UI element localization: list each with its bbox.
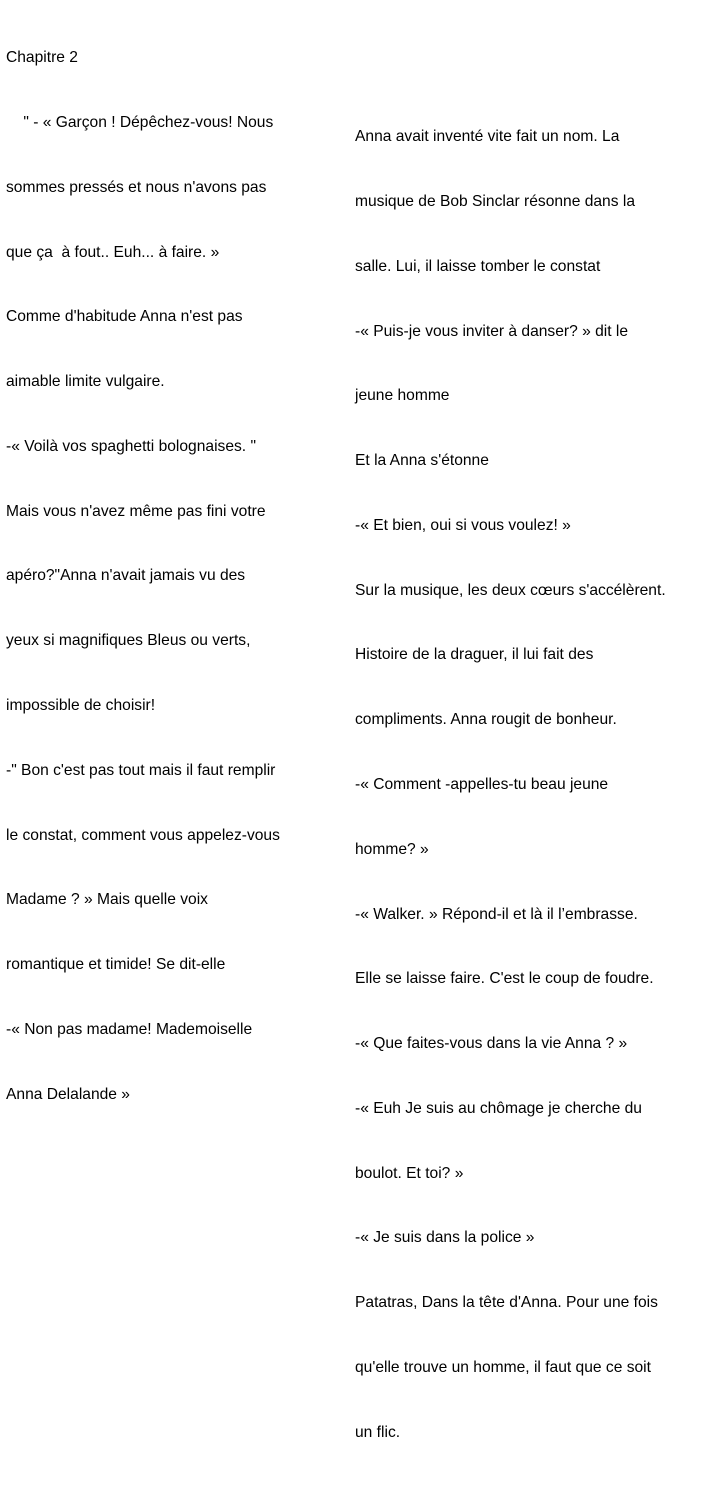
text-line: Mais vous n'avez même pas fini votre xyxy=(6,502,266,520)
text-line: salle. Lui, il laisse tomber le constat xyxy=(355,257,601,275)
text-line: apéro?"Anna n'avait jamais vu des xyxy=(6,567,246,585)
text-line: que ça à fout.. Euh... à faire. » xyxy=(6,243,220,261)
text-line: qu'elle trouve un homme, il faut que ce soit xyxy=(355,1359,651,1377)
text-line: Elle se laisse faire. C'est le coup de foudre. xyxy=(355,970,654,988)
text-line: Anna Delalande » xyxy=(6,1085,130,1103)
text-line: -« Voilà vos spaghetti bolognaises. " xyxy=(6,437,256,455)
text-line: musique de Bob Sinclar résonne dans la xyxy=(355,192,635,210)
text-line: -« Et bien, oui si vous voulez! » xyxy=(355,516,571,534)
text-line: -« Walker. » Répond-il et là il l’embrasse. xyxy=(355,905,638,923)
text-line: le constat, comment vous appelez-vous xyxy=(6,826,280,844)
text-line: -« Que faites-vous dans la vie Anna ? » xyxy=(355,1035,628,1053)
text-line: Histoire de la draguer, il lui fait des xyxy=(355,646,594,664)
chapter-title: Chapitre 2 xyxy=(6,49,78,67)
text-line: Sur la musique, les deux cœurs s'accélèrent. xyxy=(355,581,666,599)
text-line: -« Non pas madame! Mademoiselle xyxy=(6,1020,253,1038)
text-line: homme? » xyxy=(355,840,429,858)
left-text-column xyxy=(6,4,336,1148)
text-line: -« Puis-je vous inviter à danser? » dit le xyxy=(355,322,629,340)
right-text-column xyxy=(355,83,717,1487)
text-line: aimable limite vulgaire. xyxy=(6,373,165,391)
text-line: compliments. Anna rougit de bonheur. xyxy=(355,711,617,729)
text-line: jeune homme xyxy=(355,387,450,405)
text-line: un flic. xyxy=(355,1423,401,1441)
text-line: impossible de choisir! xyxy=(6,697,156,714)
text-line: Comme d'habitude Anna n'est pas xyxy=(6,308,243,326)
text-line: -" Bon c'est pas tout mais il faut remplir xyxy=(6,761,276,779)
text-line: " - « Garçon ! Dépêchez-vous! Nous xyxy=(6,113,274,131)
text-line: -« Euh Je suis au chômage je cherche du xyxy=(355,1099,642,1117)
text-line: Anna avait inventé vite fait un nom. La xyxy=(355,128,620,146)
text-line: yeux si magnifiques Bleus ou verts, xyxy=(6,632,251,650)
text-line: Patatras, Dans la tête d'Anna. Pour une fois xyxy=(355,1294,658,1312)
text-line: romantique et timide! Se dit-elle xyxy=(6,956,226,974)
text-line: -« Je suis dans la police » xyxy=(355,1229,535,1247)
text-line: Et la Anna s'étonne xyxy=(355,452,489,470)
text-line: boulot. Et toi? » xyxy=(355,1164,464,1182)
text-line: Madame ? » Mais quelle voix xyxy=(6,891,208,909)
text-line: -« Comment -appelles-tu beau jeune xyxy=(355,776,609,793)
text-line: sommes pressés et nous n'avons pas xyxy=(6,178,267,196)
